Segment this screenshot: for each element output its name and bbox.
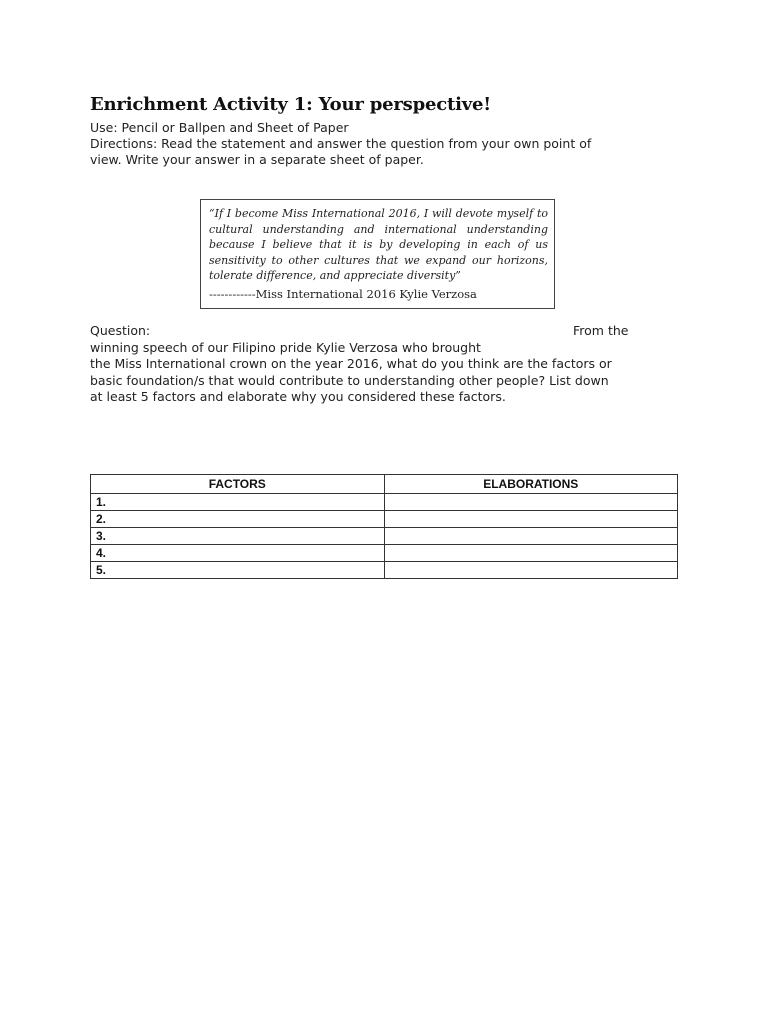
factors-table (90, 474, 678, 579)
factor-cell[interactable]: 3. (91, 528, 385, 545)
directions-line-1: Directions: Read the statement and answer the question from your own point of (90, 136, 592, 151)
table-row (91, 511, 678, 528)
header-elaborations: ELABORATIONS (384, 475, 678, 494)
directions-line-2: view. Write your answer in a separate sheet of paper. (90, 152, 424, 167)
factor-cell[interactable]: 1. (91, 494, 385, 511)
table-row (91, 562, 678, 579)
table-row (91, 494, 678, 511)
question-line-1-right: From the (573, 323, 629, 338)
question-line-2: winning speech of our Filipino pride Kylie Verzosa who brought (90, 340, 481, 355)
elaboration-cell[interactable] (384, 545, 678, 562)
table-row (91, 528, 678, 545)
factor-cell[interactable]: 2. (91, 511, 385, 528)
table-row (91, 545, 678, 562)
question-label: Question: (90, 323, 151, 338)
question-line-5: at least 5 factors and elaborate why you considered these factors. (90, 389, 506, 404)
factor-cell[interactable]: 4. (91, 545, 385, 562)
question-line-4: basic foundation/s that would contribute to understanding other people? List down (90, 373, 609, 388)
quote-text: “If I become Miss International 2016, I will devote myself to cultural understanding and international understanding because I believe that it is by developing in each of us sensitivity to other cultures that we expand our horizons, tolerate difference, and appreciate diversity” (209, 207, 548, 282)
table-header-row (91, 475, 678, 494)
page-title: Enrichment Activity 1: Your perspective! (90, 94, 491, 115)
elaboration-cell[interactable] (384, 494, 678, 511)
elaboration-cell[interactable] (384, 511, 678, 528)
header-factors: FACTORS (91, 475, 385, 494)
quote-attribution: ------------Miss International 2016 Kylie Verzosa (209, 286, 477, 301)
elaboration-cell[interactable] (384, 528, 678, 545)
factor-cell[interactable]: 5. (91, 562, 385, 579)
use-line: Use: Pencil or Ballpen and Sheet of Paper (90, 120, 349, 135)
elaboration-cell[interactable] (384, 562, 678, 579)
quote-box (200, 199, 555, 309)
question-line-3: the Miss International crown on the year 2016, what do you think are the factors or (90, 356, 612, 371)
